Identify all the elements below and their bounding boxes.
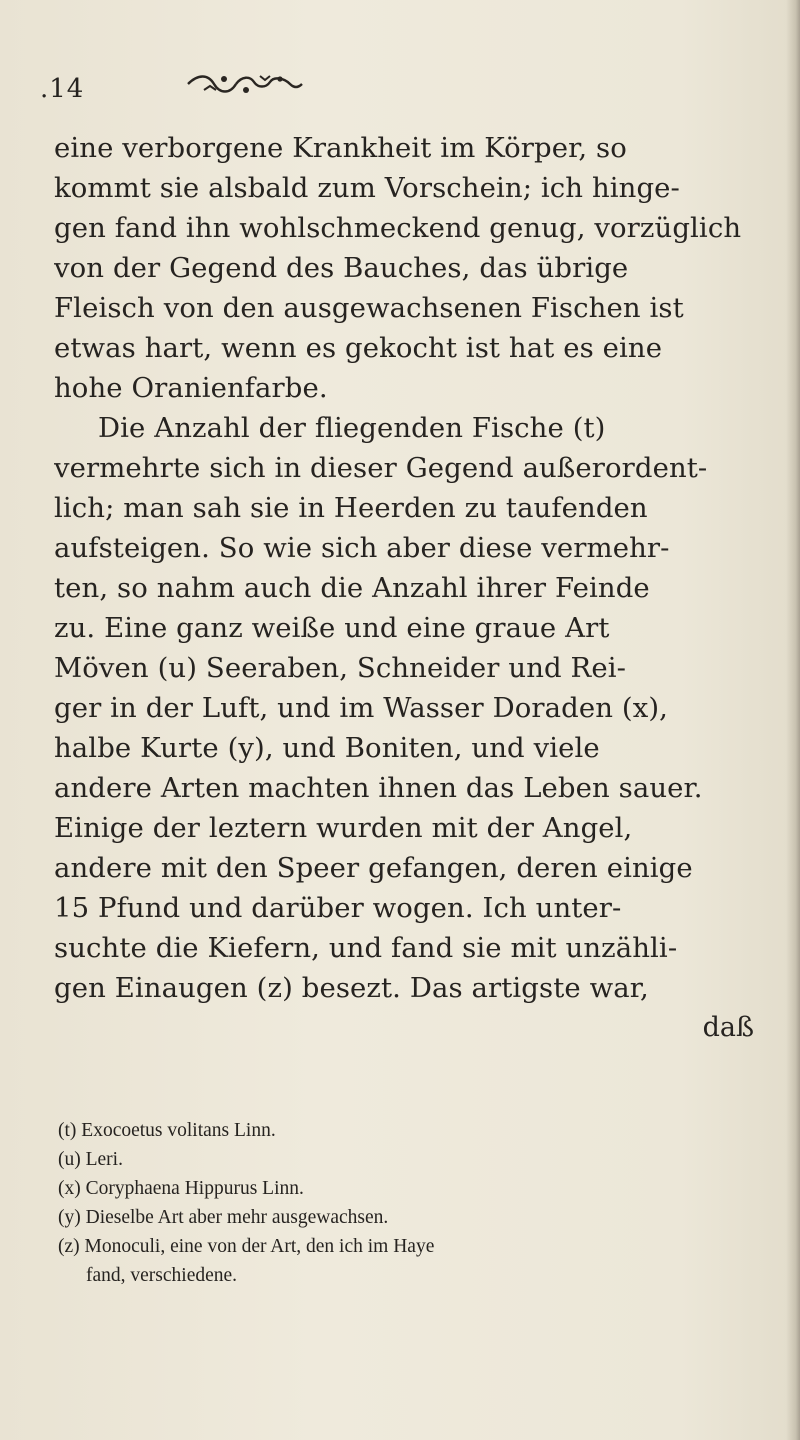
text-line: lich; man sah sie in Heerden zu taufenden [54,492,648,524]
text-line: 15 Pfund und darüber wogen. Ich unter- [54,892,622,924]
text-line: ger in der Luft, und im Wasser Doraden (x), [54,692,668,724]
main-text [54,128,754,1043]
page-edge-shadow [786,0,800,1440]
text-line: etwas hart, wenn es gekocht ist hat es eine [54,332,663,364]
text-line: eine verborgene Krankheit im Körper, so [54,132,627,164]
footnote: (x) Coryphaena Hippurus Linn. [58,1178,304,1199]
text-line: andere Arten machten ihnen das Leben sauer. [54,772,703,804]
text-line: Fleisch von den ausgewachsenen Fischen ist [54,292,684,324]
text-line: hohe Oranienfarbe. [54,372,328,404]
footnotes [58,1116,738,1290]
text-line: gen Einaugen (z) besezt. Das artigste war, [54,972,649,1004]
text-line: Möven (u) Seeraben, Schneider und Rei- [54,652,627,684]
text-line: vermehrte sich in dieser Gegend außerordent- [54,452,708,484]
page-header [30,64,590,104]
footnote: (u) Leri. [58,1149,123,1170]
text-line: kommt sie alsbald zum Vorschein; ich hinge- [54,172,680,204]
text-line: aufsteigen. So wie sich aber diese vermehr- [54,532,670,564]
page-number: .14 [40,74,85,104]
text-line: halbe Kurte (y), und Boniten, und viele [54,732,600,764]
text-line: von der Gegend des Bauches, das übrige [54,252,629,284]
text-line: andere mit den Speer gefangen, deren einige [54,852,693,884]
text-line: zu. Eine ganz weiße und eine graue Art [54,612,610,644]
catchword: daß [702,1012,754,1043]
text-line: suchte die Kiefern, und fand sie mit unzähli- [54,932,678,964]
text-line: Einige der leztern wurden mit der Angel, [54,812,633,844]
footnote-continuation: fand, verschiedene. [86,1265,238,1286]
footnote: (t) Exocoetus volitans Linn. [58,1120,276,1141]
printer-ornament-icon [184,70,304,98]
text-line: gen fand ihn wohlschmeckend genug, vorzüglich [54,212,742,244]
text-line: ten, so nahm auch die Anzahl ihrer Feinde [54,572,650,604]
text-line: Die Anzahl der fliegenden Fische (t) [98,412,606,444]
footnote: (z) Monoculi, eine von der Art, den ich im Hayе [58,1236,435,1257]
footnote: (y) Dieselbe Art aber mehr ausgewachsen. [58,1207,389,1228]
